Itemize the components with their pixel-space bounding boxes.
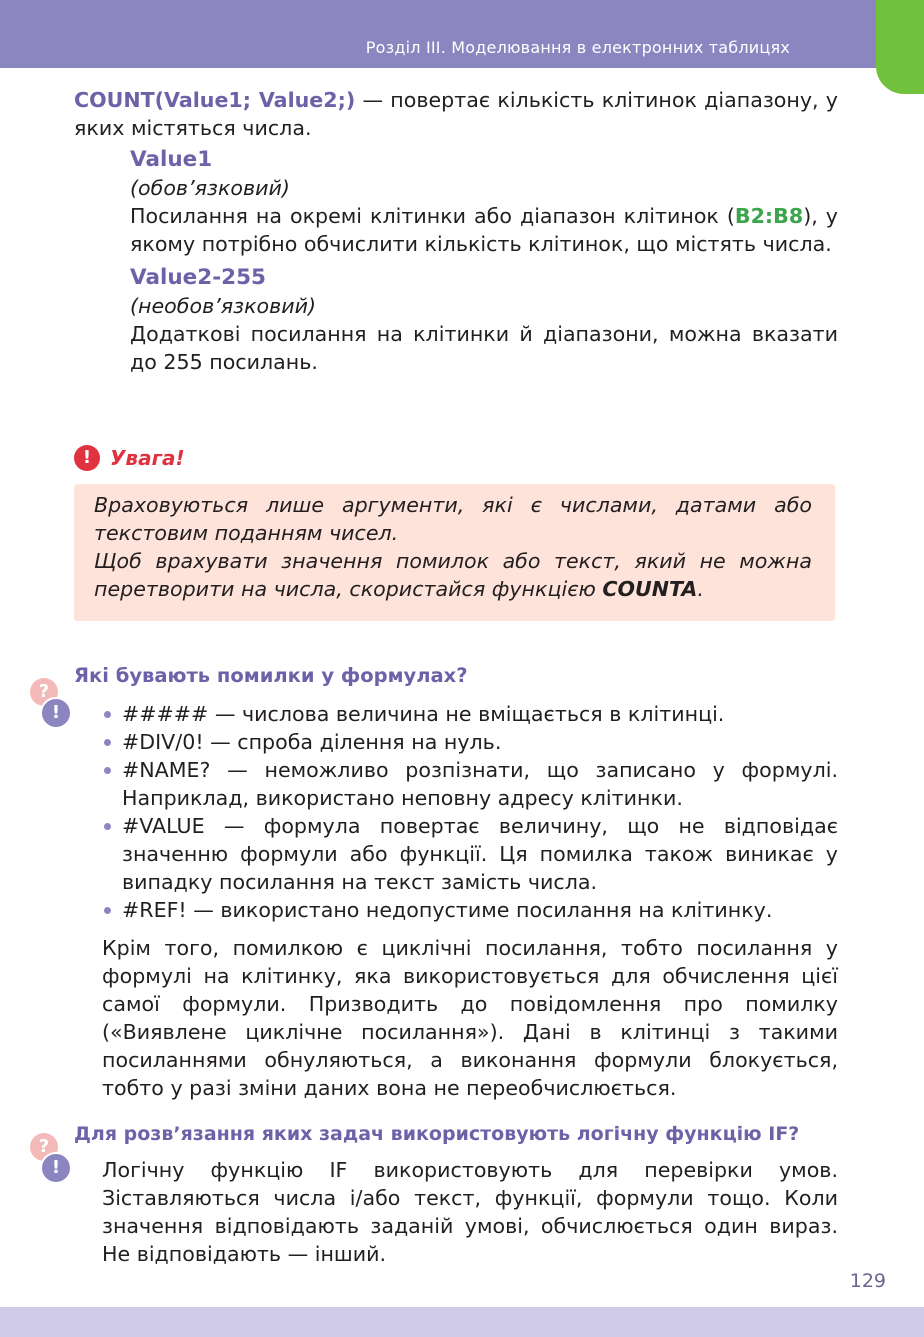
param-name: Value1 — [130, 147, 213, 172]
if-paragraph: Логічну функцію IF використовують для перевірки умов. Зіставляються числа і/або текст, функції, формули тощо. Коли значення відповідають заданій умові, обчислюється один вираз. Не відповідають — інший. — [102, 1158, 838, 1266]
range-reference: B2:B8 — [734, 204, 804, 228]
header-bar — [0, 0, 876, 68]
list-item: #NAME? — неможливо розпізнати, що записано у формулі. Наприклад, використано неповну адресу клітинки. — [102, 756, 838, 812]
if-paragraph-block — [102, 1156, 838, 1268]
warning-header — [74, 444, 185, 472]
exclamation-icon: ! — [74, 445, 100, 471]
errors-section-title: Які бувають помилки у формулах? — [74, 664, 468, 687]
param-text-before: Посилання на окремі клітинки або діапазон клітинок ( — [130, 204, 735, 228]
param-text-after: ), у якому потрібно обчислити кількість клітинок, що містять числа. — [130, 204, 838, 256]
warning-line-1: Враховуються лише аргументи, які є числами, датами або текстовим поданням чисел. — [94, 493, 812, 545]
page-number: 129 — [849, 1270, 886, 1292]
exclamation-icon: ! — [40, 697, 72, 729]
param-status: (обов’язковий) — [130, 176, 290, 200]
count-intro — [74, 86, 838, 142]
question-answer-icon — [30, 678, 70, 728]
param-text — [130, 202, 838, 258]
param-text: Додаткові посилання на клітинки й діапазони, можна вказати до 255 посилань. — [130, 322, 838, 374]
list-item: #DIV/0! — спроба ділення на нуль. — [102, 728, 838, 756]
warning-title: Увага! — [110, 446, 185, 470]
param-value1 — [130, 146, 838, 258]
errors-list — [102, 700, 838, 924]
warning-line-2 — [94, 547, 812, 603]
question-mark-icon: ? — [30, 678, 58, 706]
chapter-tab — [876, 0, 924, 94]
warning-line-2-text: Щоб врахувати значення помилок або текст, який не можна перетворити на числа, скористайся функцією — [94, 549, 812, 601]
list-item: ##### — числова величина не вміщається в клітинці. — [102, 700, 838, 728]
question-mark-icon: ? — [30, 1133, 58, 1161]
warning-line-2-end: . — [697, 577, 704, 601]
counta-function: COUNTA — [602, 577, 698, 601]
count-signature: COUNT(Value1; Value2;) — [74, 88, 356, 112]
param-name: Value2-255 — [130, 265, 266, 290]
param-status: (необов’язковий) — [130, 294, 317, 318]
count-description: — повертає кількість клітинок діапазону, у яких містяться числа. — [74, 88, 838, 140]
question-answer-icon — [30, 1133, 70, 1183]
list-item: #REF! — використано недопустиме посилання на клітинку. — [102, 896, 838, 924]
errors-paragraph: Крім того, помилкою є циклічні посилання, тобто посилання у формулі на клітинку, яка використовується для обчислення цієї самої формули. Призводить до повідомлення про помилку («Виявлене циклічне посилання»). Дані в клітинці з такими посиланнями обнуляються, а виконання формули блокується, тобто у разі зміни даних вона не переобчислюється. — [102, 936, 838, 1100]
chapter-title: Розділ ІІІ. Моделювання в електронних таблицях — [365, 38, 790, 57]
footer-bar — [0, 1307, 924, 1337]
param-value2 — [130, 264, 838, 376]
exclamation-icon: ! — [40, 1152, 72, 1184]
count-definition — [74, 86, 838, 376]
list-item: #VALUE — формула повертає величину, що не відповідає значенню формули або функції. Ця помилка також виникає у випадку посилання на текст замість числа. — [102, 812, 838, 896]
errors-paragraph-block — [102, 934, 838, 1102]
if-section-title: Для розв’язання яких задач використовують логічну функцію IF? — [74, 1123, 800, 1145]
warning-box — [74, 484, 835, 621]
